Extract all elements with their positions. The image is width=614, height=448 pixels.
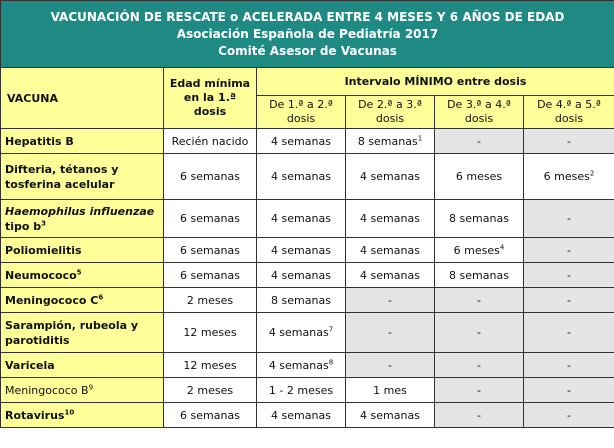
header-edad-minima [164, 68, 257, 129]
interval-1-2-cell: 4 semanas [257, 238, 346, 263]
edad-minima-cell: 6 semanas [164, 154, 257, 200]
interval-3-4-cell: 8 semanas [435, 263, 524, 288]
vaccine-name-text: Difteria, tétanos y tosferina acelular [5, 162, 119, 191]
header-dosis-3-4-line2: dosis [464, 112, 494, 125]
interval-1-2-cell: 4 semanas [257, 200, 346, 238]
table-row [1, 154, 614, 200]
interval-1-2-value: 4 semanas [268, 326, 329, 339]
interval-2-3-cell: 4 semanas [346, 403, 435, 428]
interval-1-2-cell [257, 313, 346, 353]
vaccine-name-text: Varicela [5, 358, 55, 372]
interval-4-5-cell [524, 154, 614, 200]
footnote-mark: 1 [417, 133, 423, 142]
vaccine-name-text: Rotavirus [5, 408, 65, 422]
interval-2-3-cell: 1 mes [346, 378, 435, 403]
header-dosis-3-4 [435, 96, 524, 129]
vaccine-name [1, 378, 164, 403]
interval-4-5-value: 6 meses [543, 170, 590, 183]
interval-4-5-cell: - [524, 238, 614, 263]
footnote-mark: 9 [88, 382, 94, 391]
edad-minima-cell: 2 meses [164, 288, 257, 313]
table-row [1, 238, 614, 263]
interval-2-3-cell [346, 129, 435, 154]
vaccine-name-text: Sarampión, rubeola y parotiditis [5, 318, 139, 347]
vaccine-name [1, 263, 164, 288]
interval-4-5-cell: - [524, 353, 614, 378]
vaccine-name [1, 129, 164, 154]
interval-1-2-cell: 4 semanas [257, 403, 346, 428]
header-dosis-2-3 [346, 96, 435, 129]
table-title [1, 1, 614, 68]
interval-3-4-cell: - [435, 353, 524, 378]
header-dosis-2-3-line2: dosis [375, 112, 405, 125]
edad-minima-cell: Recién nacido [164, 129, 257, 154]
vaccine-name-text: Neumococo [5, 268, 77, 282]
vaccine-name [1, 200, 164, 238]
vaccine-name [1, 154, 164, 200]
interval-3-4-cell: - [435, 313, 524, 353]
table-row [1, 200, 614, 238]
interval-4-5-cell: - [524, 313, 614, 353]
interval-2-3-value: 8 semanas [357, 134, 418, 148]
table-row [1, 313, 614, 353]
edad-minima-cell: 6 semanas [164, 200, 257, 238]
interval-3-4-cell: 6 meses [435, 154, 524, 200]
footnote-mark: 3 [41, 218, 47, 227]
interval-3-4-cell: - [435, 378, 524, 403]
interval-3-4-cell: - [435, 288, 524, 313]
interval-4-5-cell: - [524, 263, 614, 288]
interval-1-2-cell: 4 semanas [257, 154, 346, 200]
footnote-mark: 8 [328, 357, 334, 366]
interval-2-3-cell: 4 semanas [346, 200, 435, 238]
header-dosis-4-5-line1: De 4.ª a 5.ª [537, 98, 601, 111]
interval-1-2-cell [257, 353, 346, 378]
header-dosis-4-5-line2: dosis [554, 112, 584, 125]
vaccine-name-text: Hepatitis B [5, 134, 74, 148]
interval-3-4-cell [435, 238, 524, 263]
interval-4-5-cell: - [524, 200, 614, 238]
interval-3-4-value: 6 meses [453, 243, 500, 257]
header-dosis-1-2 [257, 96, 346, 129]
table-row [1, 378, 614, 403]
title-line-1: VACUNACIÓN DE RESCATE o ACELERADA ENTRE 4 MESES Y 6 AÑOS DE EDAD [50, 9, 565, 24]
interval-4-5-cell: - [524, 403, 614, 428]
vaccine-name [1, 288, 164, 313]
vaccine-name-text-2: tipo b [5, 219, 42, 233]
header-intervalo: Intervalo MÍNIMO entre dosis [257, 68, 614, 96]
interval-1-2-value: 4 semanas [268, 358, 329, 372]
interval-2-3-cell: 4 semanas [346, 154, 435, 200]
table-row [1, 288, 614, 313]
interval-1-2-cell: 1 - 2 meses [257, 378, 346, 403]
vaccine-name [1, 313, 164, 353]
interval-3-4-cell: - [435, 403, 524, 428]
vaccine-name [1, 238, 164, 263]
interval-1-2-cell: 8 semanas [257, 288, 346, 313]
table-row [1, 403, 614, 428]
header-dosis-3-4-line1: De 3.ª a 4.ª [447, 98, 511, 111]
header-dosis-1-2-line1: De 1.ª a 2.ª [269, 98, 333, 111]
interval-2-3-cell: 4 semanas [346, 238, 435, 263]
footnote-mark: 10 [64, 407, 75, 416]
vaccine-name-italic: Haemophilus influenzae [5, 204, 155, 218]
header-dosis-1-2-line2: dosis [286, 112, 316, 125]
footnote-mark: 5 [76, 267, 82, 276]
header-dosis-4-5 [524, 96, 614, 129]
vaccine-name [1, 403, 164, 428]
interval-2-3-cell: - [346, 353, 435, 378]
vaccine-name-text: Meningococo B [5, 383, 89, 397]
table-row [1, 129, 614, 154]
footnote-mark: 2 [589, 169, 595, 178]
interval-2-3-cell: - [346, 288, 435, 313]
edad-minima-cell: 12 meses [164, 313, 257, 353]
footnote-mark: 6 [98, 292, 104, 301]
interval-3-4-cell: 8 semanas [435, 200, 524, 238]
vaccine-name [1, 353, 164, 378]
table-row [1, 263, 614, 288]
edad-minima-cell: 2 meses [164, 378, 257, 403]
footnote-mark: 4 [499, 242, 505, 251]
edad-minima-cell: 6 semanas [164, 263, 257, 288]
edad-minima-cell: 6 semanas [164, 403, 257, 428]
interval-1-2-cell: 4 semanas [257, 129, 346, 154]
vaccine-name-text: Poliomielitis [5, 243, 82, 257]
interval-3-4-cell: - [435, 129, 524, 154]
header-edad-minima-line1: Edad mínima [169, 77, 251, 90]
header-edad-minima-line2: en la 1.ª dosis [183, 91, 237, 118]
title-line-2: Asociación Española de Pediatría 2017 [176, 26, 439, 41]
interval-2-3-cell: 4 semanas [346, 263, 435, 288]
header-vacuna: VACUNA [1, 68, 164, 129]
footnote-mark: 7 [328, 325, 334, 334]
interval-4-5-cell: - [524, 378, 614, 403]
interval-4-5-cell: - [524, 129, 614, 154]
table-row [1, 353, 614, 378]
interval-4-5-cell: - [524, 288, 614, 313]
interval-2-3-cell: - [346, 313, 435, 353]
title-line-3: Comité Asesor de Vacunas [218, 43, 397, 58]
edad-minima-cell: 6 semanas [164, 238, 257, 263]
vaccine-name-text: Meningococo C [5, 293, 99, 307]
interval-1-2-cell: 4 semanas [257, 263, 346, 288]
header-dosis-2-3-line1: De 2.ª a 3.ª [358, 98, 422, 111]
edad-minima-cell: 12 meses [164, 353, 257, 378]
